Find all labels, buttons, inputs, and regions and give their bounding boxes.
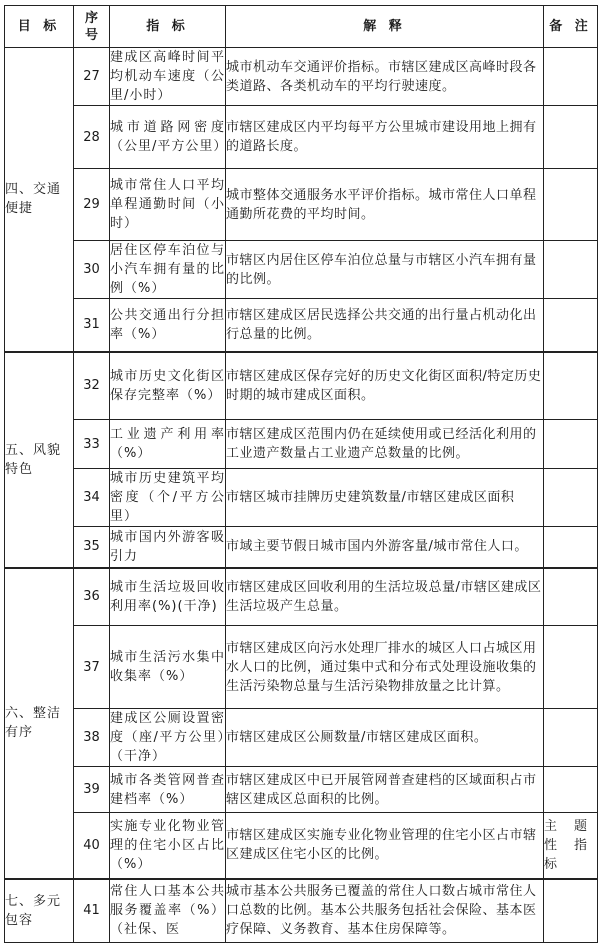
row-number: 41 xyxy=(74,879,110,943)
header-explanation: 解 释 xyxy=(226,6,544,48)
note-cell xyxy=(544,420,598,469)
explanation-cell: 城市机动车交通评价指标。市辖区建成区高峰时段各类道路、各类机动车的平均行驶速度。 xyxy=(226,48,544,106)
table-row xyxy=(5,568,598,626)
row-number: 27 xyxy=(74,48,110,106)
row-number: 40 xyxy=(74,813,110,879)
indicator-cell: 城市生活垃圾回收利用率(%)(干净) xyxy=(110,568,226,626)
indicator-cell: 工业遗产利用率（%） xyxy=(110,420,226,469)
explanation-cell: 市域主要节假日城市国内外游客量/城市常住人口。 xyxy=(226,527,544,568)
note-cell xyxy=(544,48,598,106)
indicator-cell: 城市生活污水集中收集率（%） xyxy=(110,626,226,709)
note-cell xyxy=(544,299,598,352)
indicator-cell: 城市历史文化街区保存完整率（%） xyxy=(110,352,226,420)
header-note: 备 注 xyxy=(544,6,598,48)
table-row xyxy=(5,527,598,568)
table-row xyxy=(5,241,598,299)
explanation-cell: 城市整体交通服务水平评价指标。城市常住人口单程通勤所花费的平均时间。 xyxy=(226,169,544,241)
row-number: 35 xyxy=(74,527,110,568)
table-row xyxy=(5,813,598,879)
note-cell xyxy=(544,709,598,767)
row-number: 38 xyxy=(74,709,110,767)
header-indicator: 指 标 xyxy=(110,6,226,48)
indicator-cell: 居住区停车泊位与小汽车拥有量的比例（%） xyxy=(110,241,226,299)
row-number: 30 xyxy=(74,241,110,299)
row-number: 31 xyxy=(74,299,110,352)
table-row xyxy=(5,48,598,106)
row-number: 39 xyxy=(74,767,110,813)
explanation-cell: 市辖区建成区中已开展管网普查建档的区域面积占市辖区建成区总面积的比例。 xyxy=(226,767,544,813)
indicator-table xyxy=(4,5,598,943)
explanation-cell: 市辖区建成区居民选择公共交通的出行量占机动化出行总量的比例。 xyxy=(226,299,544,352)
table-row xyxy=(5,709,598,767)
explanation-cell: 城市基本公共服务已覆盖的常住人口数占城市常住人口总数的比例。基本公共服务包括社会保险、基本医疗保障、义务教育、基本住房保障等。 xyxy=(226,879,544,943)
note-cell xyxy=(544,626,598,709)
goal-cell: 六、整洁有序 xyxy=(5,568,74,879)
goal-cell: 四、交通便捷 xyxy=(5,48,74,352)
table-row xyxy=(5,879,598,943)
table-row xyxy=(5,626,598,709)
table-header-row xyxy=(5,6,598,48)
table-row xyxy=(5,106,598,169)
explanation-cell: 市辖区建成区内平均每平方公里城市建设用地上拥有的道路长度。 xyxy=(226,106,544,169)
explanation-cell: 市辖区建成区范围内仍在延续使用或已经活化利用的工业遗产数量占工业遗产总数量的比例。 xyxy=(226,420,544,469)
table-row xyxy=(5,767,598,813)
note-cell xyxy=(544,169,598,241)
table-row xyxy=(5,420,598,469)
goal-cell: 五、风貌特色 xyxy=(5,352,74,568)
note-cell xyxy=(544,527,598,568)
note-cell: 主题性指标 xyxy=(544,813,598,879)
table-row xyxy=(5,469,598,527)
goal-cell: 七、多元包容 xyxy=(5,879,74,943)
indicator-cell: 城市历史建筑平均密度（个/平方公里） xyxy=(110,469,226,527)
indicator-cell: 城市各类管网普查建档率（%） xyxy=(110,767,226,813)
note-cell xyxy=(544,352,598,420)
table-row xyxy=(5,352,598,420)
table-row xyxy=(5,169,598,241)
indicator-cell: 城市常住人口平均单程通勤时间（小时） xyxy=(110,169,226,241)
row-number: 28 xyxy=(74,106,110,169)
indicator-cell: 建成区高峰时间平均机动车速度（公里/小时） xyxy=(110,48,226,106)
indicator-cell: 城市道路网密度（公里/平方公里） xyxy=(110,106,226,169)
header-no: 序号 xyxy=(74,6,110,48)
row-number: 29 xyxy=(74,169,110,241)
note-cell xyxy=(544,469,598,527)
note-cell xyxy=(544,568,598,626)
explanation-cell: 市辖区建成区向污水处理厂排水的城区人口占城区用水人口的比例，通过集中式和分布式处理设施收集的生活污染物总量与生活污染物排放量之比计算。 xyxy=(226,626,544,709)
note-cell xyxy=(544,879,598,943)
indicator-cell: 建成区公厕设置密度（座/平方公里）（干净） xyxy=(110,709,226,767)
explanation-cell: 市辖区建成区实施专业化物业管理的住宅小区占市辖区建成区住宅小区的比例。 xyxy=(226,813,544,879)
note-cell xyxy=(544,106,598,169)
row-number: 32 xyxy=(74,352,110,420)
explanation-cell: 市辖区建成区回收利用的生活垃圾总量/市辖区建成区生活垃圾产生总量。 xyxy=(226,568,544,626)
row-number: 33 xyxy=(74,420,110,469)
header-goal: 目 标 xyxy=(5,6,74,48)
indicator-cell: 公共交通出行分担率（%） xyxy=(110,299,226,352)
indicator-cell: 城市国内外游客吸引力 xyxy=(110,527,226,568)
indicator-cell: 常住人口基本公共服务覆盖率（%）（社保、医 xyxy=(110,879,226,943)
explanation-cell: 市辖区建成区公厕数量/市辖区建成区面积。 xyxy=(226,709,544,767)
table-row xyxy=(5,299,598,352)
indicator-cell: 实施专业化物业管理的住宅小区占比（%） xyxy=(110,813,226,879)
row-number: 34 xyxy=(74,469,110,527)
note-cell xyxy=(544,767,598,813)
row-number: 36 xyxy=(74,568,110,626)
row-number: 37 xyxy=(74,626,110,709)
explanation-cell: 市辖区内居住区停车泊位总量与市辖区小汽车拥有量的比例。 xyxy=(226,241,544,299)
explanation-cell: 市辖区城市挂牌历史建筑数量/市辖区建成区面积 xyxy=(226,469,544,527)
note-cell xyxy=(544,241,598,299)
explanation-cell: 市辖区建成区保存完好的历史文化街区面积/特定历史时期的城市建成区面积。 xyxy=(226,352,544,420)
